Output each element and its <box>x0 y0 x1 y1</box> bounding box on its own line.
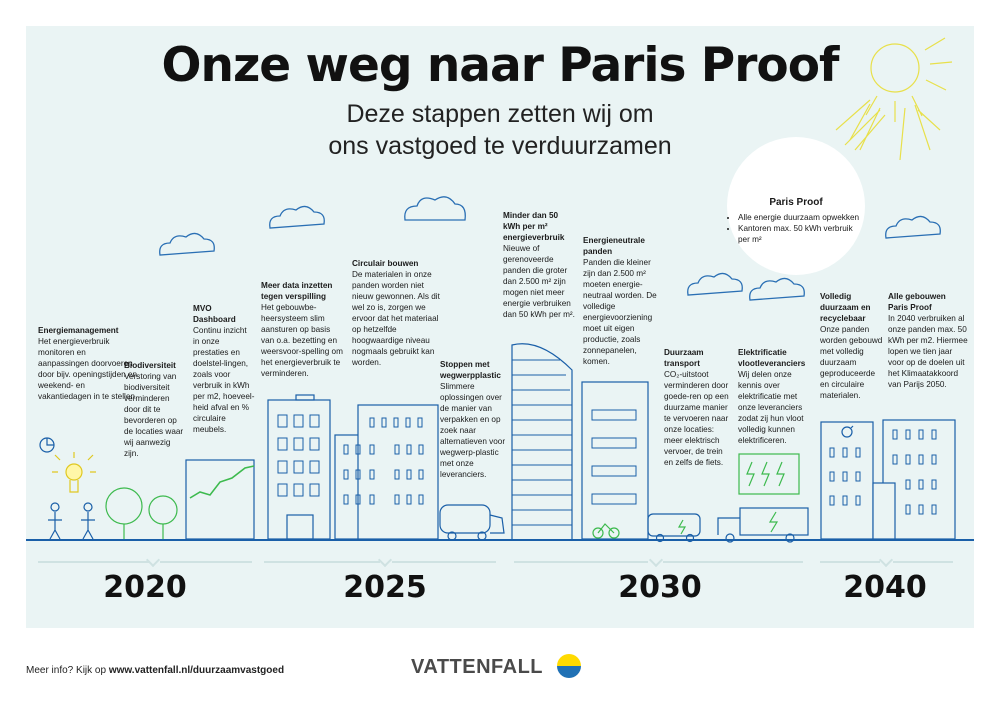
lightning-sign-icon <box>739 454 799 494</box>
pie-chart-icon <box>40 438 54 452</box>
step-body: Wij delen onze kennis over elektrificatie met onze leveranciers zodat zij hun vloot volledig kunnen elektrificeren. <box>738 370 804 445</box>
cloud-icon <box>405 197 466 220</box>
cloud-icon <box>160 233 215 255</box>
step-alle-gebouwen <box>888 291 968 390</box>
cloud-icon <box>270 206 325 228</box>
timeline-segment <box>160 561 252 563</box>
building-data <box>268 395 330 539</box>
footer-prefix: Meer info? Kijk op <box>26 665 109 676</box>
cloud-icon <box>886 216 941 238</box>
step-body: In 2040 verbruiken al onze panden max. 50 kWh per m2. Hiermee lopen we tien jaar voor op de doelen uit het Klimaatakkoord van Parijs 2050. <box>888 314 968 389</box>
step-body: Onze panden worden gebouwd met volledig duurzaam geproduceerde en circulaire materialen. <box>820 325 883 400</box>
step-title: Biodiversiteit <box>124 361 176 370</box>
step-body: Het gebouwbe-heersysteem slim aansturen op basis van o.a. bezetting en weersvoor-spelling om het energieverbruik te verminderen. <box>261 303 343 378</box>
cloud-icon <box>750 278 805 300</box>
step-title: MVO Dashboard <box>193 304 236 324</box>
step-meer-data <box>261 280 343 379</box>
timeline-segment <box>893 561 953 563</box>
year-2025: 2025 <box>343 570 427 605</box>
step-body: CO₂-uitstoot verminderen door goede-ren op een duurzame manier te vervoeren naar onze locaties: meer elektrisch vervoer, de trein en zelfs de fiets. <box>664 370 729 467</box>
year-2040: 2040 <box>843 570 927 605</box>
step-circulair-bouwen <box>352 258 444 368</box>
step-title: Circulair bouwen <box>352 259 419 268</box>
timeline-segment <box>392 561 496 563</box>
step-body: Slimmere oplossingen over de manier van verpakken en op zoek naar alternatieven voor wegwerp-plastic met onze leveranciers. <box>440 382 506 479</box>
step-title: Volledig duurzaam en recyclebaar <box>820 292 871 323</box>
step-wegwerpplastic <box>440 359 510 480</box>
step-title: Minder dan 50 kWh per m² energieverbruik <box>503 211 565 242</box>
ground-line <box>26 539 974 541</box>
step-body: Continu inzicht in onze prestaties en doelstel-lingen, zoals voor verbruik in kWh per m2, hoeveel-heid afval en % circulaire meubels. <box>193 326 255 434</box>
step-energieneutrale-panden <box>583 235 661 367</box>
subtitle-line-1: Deze stappen zetten wij om <box>346 100 654 128</box>
step-biodiversiteit <box>124 360 186 459</box>
lightbulb-icon <box>52 452 96 492</box>
electric-truck-icon <box>718 508 808 542</box>
building-parisproof <box>873 420 955 539</box>
step-title: Energiemanagement <box>38 326 119 335</box>
timeline-segment <box>820 561 880 563</box>
step-title: Alle gebouwen Paris Proof <box>888 292 946 312</box>
step-body: Nieuwe of gerenoveerde panden die groter dan 2.500 m² zijn mogen niet meer energie verbruiken dan 50 kWh per m². <box>503 244 575 319</box>
step-energiemanagement <box>38 325 138 402</box>
timeline-segment <box>663 561 803 563</box>
recycling-truck-icon <box>440 505 504 540</box>
step-volledig-duurzaam <box>820 291 884 401</box>
electric-van-icon <box>648 514 700 542</box>
step-title: Elektrificatie vlootleveranciers <box>738 348 806 368</box>
building-energieneutraal <box>582 382 648 539</box>
footer-info <box>26 665 284 676</box>
person-icon <box>81 503 95 539</box>
step-title: Energieneutrale panden <box>583 236 645 256</box>
paris-proof-list <box>728 212 860 245</box>
step-title: Meer data inzetten tegen verspilling <box>261 281 333 301</box>
timeline-segment <box>264 561 380 563</box>
cloud-icon <box>688 273 743 295</box>
step-duurzaam-transport <box>664 347 732 468</box>
step-body: Het energieverbruik monitoren en aanpassingen doorvoeren door bijv. openingstijden en weekend- en vakantiedagen in te stellen. <box>38 337 138 401</box>
subtitle-line-2: ons vastgoed te verduurzamen <box>328 132 672 160</box>
building-mvo <box>186 460 254 539</box>
step-body: Panden die kleiner zijn dan 2.500 m² moeten energie-neutraal worden. De volledige energievoorziening moet uit eigen productie, zoals zonnepanelen, komen. <box>583 258 657 366</box>
year-2020: 2020 <box>103 570 187 605</box>
timeline-segment <box>38 561 150 563</box>
tree-icon <box>106 488 177 539</box>
step-elektrificatie <box>738 347 814 446</box>
page-title: Onze weg naar Paris Proof <box>161 38 839 93</box>
list-item: • Kantoren max. 50 kWh verbruik per m² <box>738 223 860 245</box>
step-title: Duurzaam transport <box>664 348 704 368</box>
step-body: Verstoring van biodiversiteit verminderen door dit te bevorderen op de locaties waar wij aanwezig zijn. <box>124 372 184 458</box>
step-mvo-dashboard <box>193 303 255 435</box>
step-minder-dan-50 <box>503 210 577 320</box>
step-body: De materialen in onze panden worden niet nieuw gewonnen. Als dit wel zo is, zorgen we ervoor dat het materiaal op hetzelfde hoogwaardige niveau nogmaals gebruikt kan worden. <box>352 270 440 367</box>
list-item: • Alle energie duurzaam opwekken <box>738 212 860 223</box>
footer-link[interactable]: www.vattenfall.nl/duurzaamvastgoed <box>108 665 285 676</box>
brand-name: VATTENFALL <box>411 656 544 678</box>
paris-proof-title: Paris Proof <box>769 197 823 208</box>
year-2030: 2030 <box>618 570 702 605</box>
timeline-segment <box>514 561 648 563</box>
step-title: Stoppen met wegwerpplastic <box>440 360 501 380</box>
person-icon <box>48 503 62 539</box>
